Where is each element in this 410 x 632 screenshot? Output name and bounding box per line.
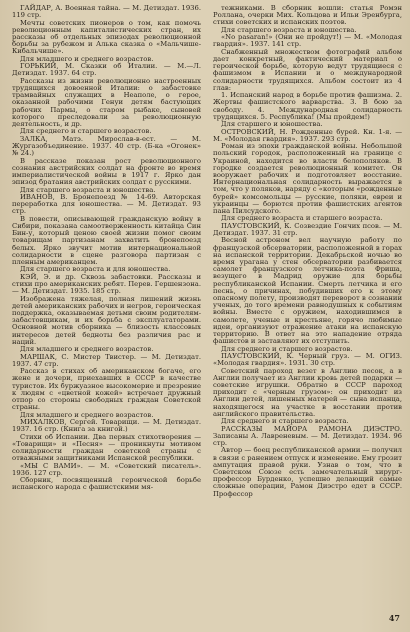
text-paragraph: Советский пароход везет в Англию песок, а в Англии получает из Англии кровь детей подарки — советские игрушки. Обратно в СССР пароход приходит с «черным грузом»: он приходит из Англии детей, лишенных матерей — сына испанца, находящегося на участке в восстании против английского правительства.	[213, 366, 402, 418]
text-paragraph: Для младшего и среднего возрастов.	[20, 345, 154, 354]
text-paragraph: Для среднего и старшего возрастов.	[20, 127, 152, 136]
text-paragraph: Автор — боец республиканской армии — получил в связи с ранением отпуск и изменение. Ему грозит ампутация правой руки. Узнав о том, что в Советском Союзе есть замечательный хирург-профессор Бурденко, успешно делающий самые сложные операции, Рамон Диэстро едет в СССР. Профессор	[213, 446, 402, 498]
text-paragraph: Рассказ в стихах об американском богаче, его жене и дочери, приехавших в СССР в качестве туристов. Их буржуазное высокомерие и презрение к людям с «цветной кожей» встречает дружный отпор со стороны свободных граждан Советской страны.	[12, 367, 201, 412]
text-paragraph: Для старшего возраста и юношества.	[20, 185, 156, 194]
left-column	[12, 5, 201, 498]
text-paragraph: Для среднего и старшего возрастов.	[221, 344, 353, 353]
text-paragraph: «No pasaran!» (Они не пройдут!) — М. «Молодая гвардия». 1937. 141 стр.	[213, 33, 402, 49]
text-paragraph: В повести, описывающей гражданскую войну в Сибири, показана самоотверженность китайца Син Бин-у, который ценою своей жизни помог своим товарищам партизанам захватить бронепоезд белых. Ярко звучит мотив интернациональной солидарности в сцене разговора партизан с пленным американцем.	[12, 214, 201, 266]
text-paragraph: Для младшего и среднего возрастов.	[20, 54, 154, 63]
text-paragraph: «МЫ С ВАМИ». — М. «Советский писатель». 1936. 127 стр.	[12, 461, 201, 477]
text-paragraph: Весной астроном вел научную работу по французской обсерватории, расположенной в горах на испанской территории. Декабрьской ночью во время урагана у стен обсерватории разбивается самолет французского летчика-поэта Фриша, везущего в Мадрид оружие для борьбы республиканской Испании. Смерть летчика и его песнь, о причинах, побудивших его к этому опасному полету, производят переворот в сознании ученых, до того времени равнодушных к событиям войны. Вместе с оружием, находившимся в самолете, ученые и крестьяне, горячо любимые идеи, организуют отражение атаки на испанскую территорию. В ответ на это нападение отряда фашистов и заставляют их отступить.	[213, 236, 402, 346]
text-paragraph: Рассказы из жизни революционно настроенных трудящихся довоенной Италии: о забастовке трамвайных служащих в Неаполе, о герое, оказанной рабочими Генуи детям бастующих рабочих Пармы, о старом рыбаке, сыновей которого преследовали за революционную деятельность, и др.	[12, 76, 201, 128]
text-paragraph: Для младшего и среднего возрастов.	[20, 410, 154, 419]
text-paragraph: 1. Испанский народ в борьбе против фашизма. 2. Жертвы фашистского варварства. 3. В бою за свободу. 4. Международная солидарность трудящихся. 5. Республика! (Мы пройдем!)	[213, 91, 402, 121]
text-paragraph: Сборник, посвященный героической борьбе испанского народа с фашистскими мя-	[12, 476, 201, 492]
text-paragraph: Роман из эпохи гражданской войны. Небольшой польский городок, расположенный на границе с Украиной, находится во власти белополяков. В городке создается революционный комитет. Он вооружает рабочих и подготовляет восстание. Интернациональная солидарность выражается в том, что у поляков, наряду с «которым «рожденные бурей» комсомольцы — русские, поляки, евреи и украинцы — борются против фашистских агентов пана Пилсудского.	[213, 142, 402, 215]
text-paragraph: Для среднего и старшего возраста.	[221, 417, 349, 426]
text-paragraph: Для старшего и юношества.	[221, 120, 323, 129]
text-paragraph: ИВАНОВ, В. Бронепоезд № 14-69. Авторская переработка для юношества. — М. Детиздат. 93 стр.	[12, 192, 201, 216]
text-paragraph: Для старшего возраста и юношества.	[221, 25, 357, 34]
text-paragraph: РАССКАЗЫ МАЙОРА РАМОНА ДИЭСТРО. Записаны А. Лавреневым. — М. Детиздат. 1934. 96 стр.	[213, 424, 402, 447]
text-paragraph: ЗАЛКА, Матэ. Мирослав-в-ест. — М. Жургазобъединение. 1937. 40 стр. (Б-ка «Огонек» № 24.)	[12, 134, 201, 158]
text-paragraph: МАРШАК, С. Мистер Твистер. — М. Детиздат. 1937. 47 стр.	[12, 352, 201, 368]
text-paragraph: Для старшего возраста и для юношества.	[20, 265, 171, 274]
text-paragraph: ГАЙДАР, А. Военная тайна. — М. Детиздат. 1936. 119 стр.	[12, 4, 201, 20]
text-paragraph: КЭЙ, Э. и др. Сквозь забастовки. Рассказы и стихи про американских ребят. Перев. Гершензона. — М. Детиздат. 1935. 185 стр.	[12, 272, 201, 296]
text-paragraph: Изображена тяжелая, полная лишений жизнь детей американских рабочих и негров, героическая поддержка, оказываемая детьми своим родителям-забастовщикам, и их борьба с эксплуататорами. Основной мотив сборника — близость классовых интересов детей бедноты без различия рас и наций.	[12, 294, 201, 346]
text-paragraph: ОСТРОВСКИЙ, Н. Рожденные бурей. Кн. 1-я. — М. «Молодая гвардия». 1937. 293 стр.	[213, 127, 402, 143]
text-paragraph: тежниками. В сборник вошли: статья Ромэн Роллана, очерки Мих. Кольцова и Ильи Эренбурга, стихи советских и испанских поэтов.	[213, 4, 402, 27]
text-paragraph: Для среднего возраста и старшего возраста.	[221, 214, 383, 223]
text-paragraph: В рассказе показан рост революционного сознания австрийских солдат на фронте во время империалистической войны в 1917 г. Ярко дан эпизод братания австрийских солдат с русскими.	[12, 156, 201, 187]
text-paragraph: ПАУСТОВСКИЙ, К. Черный груз. — М. ОГИЗ. «Молодая гвардия». 1931. 30 стр.	[213, 352, 402, 368]
right-column	[213, 5, 402, 498]
text-paragraph: ГОРЬКИЙ, М. Сказки об Италии. — М.—Л. Детиздат. 1937. 64 стр.	[12, 62, 201, 78]
page-number: 47	[388, 613, 400, 623]
text-paragraph: ПАУСТОВСКИЙ, К. Созвездие Гончих псов. — М. Детиздат. 1937. 31 стр.	[213, 221, 402, 237]
text-paragraph: Стихи об Испании. Два первых стихотворения — «Товарищи» и «Песня» — проникнуты мотивом солидарности граждан советской страны с отважными защитниками Испанской республики.	[12, 432, 201, 463]
text-paragraph: Снабженный множеством фотографий альбом дает конкретный, фактический материал о героической борьбе, которую ведут трудящиеся с фашизмом в Испании и о международной солидарности трудящихся. Альбом состоит из 4 глав:	[213, 47, 402, 92]
text-paragraph: Мечты советских пионеров о том, как помочь революционным капиталистических стран, их рассказы об отдельных эпизодах революционной борьбы за рубежом и Алька сказка о «Мальчише-Кибальчише».	[12, 18, 201, 56]
text-paragraph: МИХАЛКОВ, Сергей. Товарищи. — М. Детиздат. 1937. 16 стр. (Книга за книгой.)	[12, 417, 201, 434]
